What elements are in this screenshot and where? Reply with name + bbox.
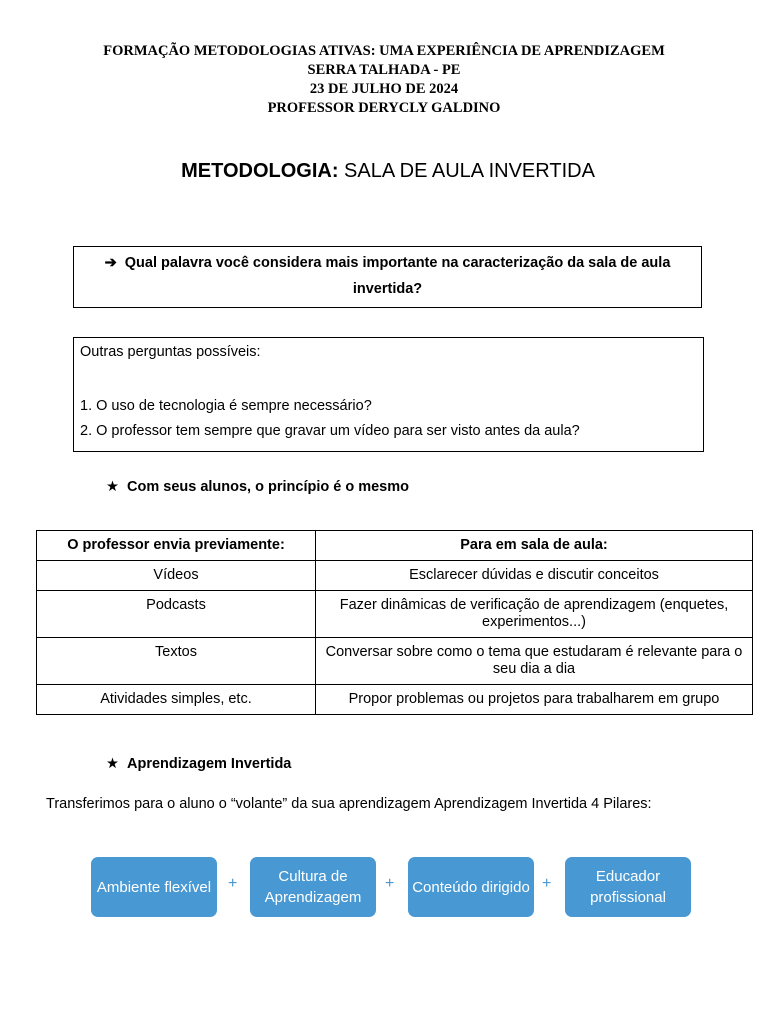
- pillar-box: Educador profissional: [565, 857, 691, 917]
- table-row: [37, 638, 753, 685]
- header-line-4: PROFESSOR DERYCLY GALDINO: [267, 100, 501, 116]
- page-title-rest: SALA DE AULA INVERTIDA: [338, 160, 595, 182]
- star-icon: ★: [106, 479, 119, 495]
- header-line-3: 23 DE JULHO DE 2024: [309, 81, 459, 97]
- pillar-box: Conteúdo dirigido: [408, 857, 534, 917]
- table-cell: Vídeos: [37, 561, 316, 591]
- document-header: [0, 42, 768, 118]
- comparison-table: [36, 530, 753, 715]
- pillar-box: Ambiente flexível: [91, 857, 217, 917]
- plus-icon: +: [228, 875, 238, 892]
- table-cell: Conversar sobre como o tema que estudaram é relevante para o seu dia a dia: [316, 638, 753, 685]
- section-heading-inverted-learning: [106, 756, 291, 772]
- header-line-2: SERRA TALHADA - PE: [307, 62, 461, 78]
- table-header-row: [37, 531, 753, 561]
- table-cell: Podcasts: [37, 591, 316, 638]
- section-heading-principle: [106, 479, 409, 495]
- table-cell: Atividades simples, etc.: [37, 685, 316, 715]
- list-item: 2. O professor tem sempre que gravar um vídeo para ser visto antes da aula?: [80, 423, 580, 439]
- pillar-box: Cultura de Aprendizagem: [250, 857, 376, 917]
- page-title: [0, 160, 768, 183]
- table-row: [37, 561, 753, 591]
- table-header-cell: Para em sala de aula:: [316, 531, 753, 561]
- list-item: 1. O uso de tecnologia é sempre necessário?: [80, 398, 372, 414]
- arrow-right-icon: ➔: [104, 255, 117, 271]
- question-box: [73, 246, 702, 308]
- other-questions-intro: Outras perguntas possíveis:: [80, 344, 261, 360]
- plus-icon: +: [385, 875, 395, 892]
- other-questions-box: [73, 337, 704, 452]
- table-row: [37, 591, 753, 638]
- plus-icon: +: [542, 875, 552, 892]
- table-cell: Propor problemas ou projetos para trabalharem em grupo: [316, 685, 753, 715]
- question-text: Qual palavra você considera mais importante na caracterização da sala de aula invertida?: [124, 255, 671, 297]
- section-heading-text: Aprendizagem Invertida: [127, 756, 292, 772]
- pillars-diagram: [91, 857, 691, 919]
- table-cell: Esclarecer dúvidas e discutir conceitos: [316, 561, 753, 591]
- header-line-1: FORMAÇÃO METODOLOGIAS ATIVAS: UMA EXPERIÊNCIA DE APRENDIZAGEM: [103, 43, 665, 59]
- table-header-cell: O professor envia previamente:: [37, 531, 316, 561]
- page-title-bold: METODOLOGIA:: [181, 160, 339, 182]
- table-cell: Fazer dinâmicas de verificação de aprendizagem (enquetes, experimentos...): [316, 591, 753, 638]
- section-heading-text: Com seus alunos, o princípio é o mesmo: [127, 479, 409, 495]
- table-row: [37, 685, 753, 715]
- body-paragraph: Transferimos para o aluno o “volante” da sua aprendizagem Aprendizagem Invertida 4 Pilares:: [46, 796, 652, 812]
- table-cell: Textos: [37, 638, 316, 685]
- star-icon: ★: [106, 756, 119, 772]
